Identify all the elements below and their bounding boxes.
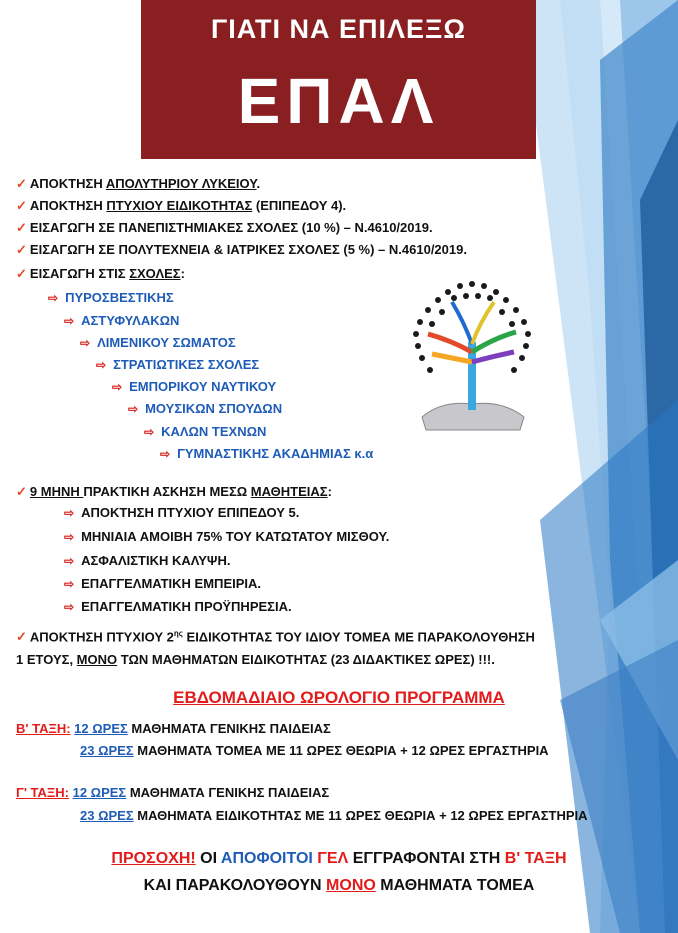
hollow-arrow-icon: ⇨ — [64, 506, 75, 520]
check-icon: ✓ — [16, 266, 27, 281]
apprenticeship-item: ⇨ ΕΠΑΓΓΕΛΜΑΤΙΚΗ ΠΡΟΫΠΗΡΕΣΙΑ. — [64, 599, 292, 614]
hollow-arrow-icon: ⇨ — [64, 314, 75, 328]
hollow-arrow-icon: ⇨ — [112, 380, 123, 394]
check-icon: ✓ — [16, 484, 27, 499]
check-icon: ✓ — [16, 242, 27, 257]
school-item: ⇨ ΓΥΜΝΑΣΤΙΚΗΣ ΑΚΑΔΗΜΙΑΣ κ.α — [160, 446, 374, 461]
b-class-general: Β' ΤΑΞΗ: 12 ΩΡΕΣ ΜΑΘΗΜΑΤΑ ΓΕΝΙΚΗΣ ΠΑΙΔΕΙΑΣ — [16, 721, 331, 736]
benefit-item: ✓ ΕΙΣΑΓΩΓΗ ΣΤΙΣ ΣΧΟΛΕΣ: — [16, 266, 185, 281]
benefit-item: ✓ ΕΙΣΑΓΩΓΗ ΣΕ ΠΑΝΕΠΙΣΤΗΜΙΑΚΕΣ ΣΧΟΛΕΣ (10 %) – Ν.4610/2019. — [16, 220, 433, 235]
school-item: ⇨ ΕΜΠΟΡΙΚΟΥ ΝΑΥΤΙΚΟΥ — [112, 379, 277, 394]
notice-line-1: ΠΡΟΣΟΧΗ! ΟΙ ΑΠΟΦΟΙΤΟΙ ΓΕΛ ΕΓΓΡΑΦΟΝΤΑΙ ΣΤΗ Β' ΤΑΞΗ — [111, 850, 567, 867]
hollow-arrow-icon: ⇨ — [160, 447, 171, 461]
benefit-item: ✓ ΑΠΟΚΤΗΣΗ ΠΤΥΧΙΟΥ ΕΙΔΙΚΟΤΗΤΑΣ (ΕΠΙΠΕΔΟΥ 4). — [16, 198, 347, 213]
benefit-item: ✓ ΕΙΣΑΓΩΓΗ ΣΕ ΠΟΛΥΤΕΧΝΕΙΑ & ΙΑΤΡΙΚΕΣ ΣΧΟΛΕΣ (5 %) – Ν.4610/2019. — [16, 242, 467, 257]
school-item: ⇨ ΣΤΡΑΤΙΩΤΙΚΕΣ ΣΧΟΛΕΣ — [96, 357, 260, 372]
hollow-arrow-icon: ⇨ — [64, 577, 75, 591]
school-item: ⇨ ΚΑΛΩΝ ΤΕΧΝΩΝ — [144, 424, 267, 439]
title-banner — [141, 0, 536, 159]
apprenticeship-item: ⇨ ΕΠΑΓΓΕΛΜΑΤΙΚΗ ΕΜΠΕΙΡΙΑ. — [64, 576, 262, 591]
apprenticeship-item: ⇨ ΑΣΦΑΛΙΣΤΙΚΗ ΚΑΛΥΨΗ. — [64, 553, 231, 568]
c-class-general: Γ' ΤΑΞΗ: 12 ΩΡΕΣ ΜΑΘΗΜΑΤΑ ΓΕΝΙΚΗΣ ΠΑΙΔΕΙΑΣ — [16, 785, 330, 800]
second-degree-line-2: 1 ΕΤΟΥΣ, ΜΟΝΟ ΤΩΝ ΜΑΘΗΜΑΤΩΝ ΕΙΔΙΚΟΤΗΤΑΣ (23 ΔΙΔΑΚΤΙΚΕΣ ΩΡΕΣ) !!!. — [16, 652, 495, 667]
b-class-sector: 23 ΩΡΕΣ ΜΑΘΗΜΑΤΑ ΤΟΜΕΑ ΜΕ 11 ΩΡΕΣ ΘΕΩΡΙΑ + 12 ΩΡΕΣ ΕΡΓΑΣΤΗΡΙΑ — [80, 743, 549, 758]
check-icon: ✓ — [16, 198, 27, 213]
banner-title: ΓΙΑΤΙ ΝΑ ΕΠΙΛΕΞΩ — [210, 14, 467, 44]
check-icon: ✓ — [16, 629, 27, 645]
schedule-title: ΕΒΔΟΜΑΔΙΑΙΟ ΩΡΟΛΟΓΙΟ ΠΡΟΓΡΑΜΜΑ — [173, 688, 505, 707]
school-item: ⇨ ΛΙΜΕΝΙΚΟΥ ΣΩΜΑΤΟΣ — [80, 335, 236, 350]
hollow-arrow-icon: ⇨ — [144, 425, 155, 439]
school-item: ⇨ ΑΣΤΥΦΥΛΑΚΩΝ — [64, 313, 180, 328]
hollow-arrow-icon: ⇨ — [64, 600, 75, 614]
hollow-arrow-icon: ⇨ — [64, 554, 75, 568]
school-item: ⇨ ΠΥΡΟΣΒΕΣΤΙΚΗΣ — [48, 290, 174, 305]
apprenticeship-item: ⇨ ΜΗΝΙΑΙΑ ΑΜΟΙΒΗ 75% ΤΟΥ ΚΑΤΩΤΑΤΟΥ ΜΙΣΘΟΥ. — [64, 529, 390, 544]
check-icon: ✓ — [16, 220, 27, 235]
school-item: ⇨ ΜΟΥΣΙΚΩΝ ΣΠΟΥΔΩΝ — [128, 401, 283, 416]
hollow-arrow-icon: ⇨ — [96, 358, 107, 372]
benefit-item: ✓ ΑΠΟΚΤΗΣΗ ΑΠΟΛΥΤΗΡΙΟΥ ΛΥΚΕΙΟΥ. — [16, 176, 261, 191]
c-class-specialty: 23 ΩΡΕΣ ΜΑΘΗΜΑΤΑ ΕΙΔΙΚΟΤΗΤΑΣ ΜΕ 11 ΩΡΕΣ ΘΕΩΡΙΑ + 12 ΩΡΕΣ ΕΡΓΑΣΤΗΡΙΑ — [80, 808, 588, 823]
hollow-arrow-icon: ⇨ — [64, 530, 75, 544]
notice-line-2: ΚΑΙ ΠΑΡΑΚΟΛΟΥΘΟΥΝ ΜΟΝΟ ΜΑΘΗΜΑΤΑ ΤΟΜΕΑ — [143, 877, 535, 894]
hollow-arrow-icon: ⇨ — [128, 402, 139, 416]
hollow-arrow-icon: ⇨ — [80, 336, 91, 350]
hollow-arrow-icon: ⇨ — [48, 291, 59, 305]
tree-illustration — [402, 272, 542, 437]
check-icon: ✓ — [16, 176, 27, 191]
apprenticeship-header: ✓ 9 ΜΗΝΗ ΠΡΑΚΤΙΚΗ ΑΣΚΗΣΗ ΜΕΣΩ ΜΑΘΗΤΕΙΑΣ: — [16, 484, 332, 499]
banner-main-title: ΕΠΑΛ — [237, 65, 440, 137]
second-degree-line-1: ✓ ΑΠΟΚΤΗΣΗ ΠΤΥΧΙΟΥ $2^{\eta\varsigma}$ ΕΙΔΙΚΟΤΗΤΑΣ ΤΟΥ ΙΔΙΟΥ ΤΟΜΕΑ ΜΕ ΠΑΡΑΚΟΛΟΥΘΗΣΗ — [16, 629, 535, 645]
apprenticeship-item: ⇨ ΑΠΟΚΤΗΣΗ ΠΤΥΧΙΟΥ ΕΠΙΠΕΔΟΥ 5. — [64, 505, 300, 520]
